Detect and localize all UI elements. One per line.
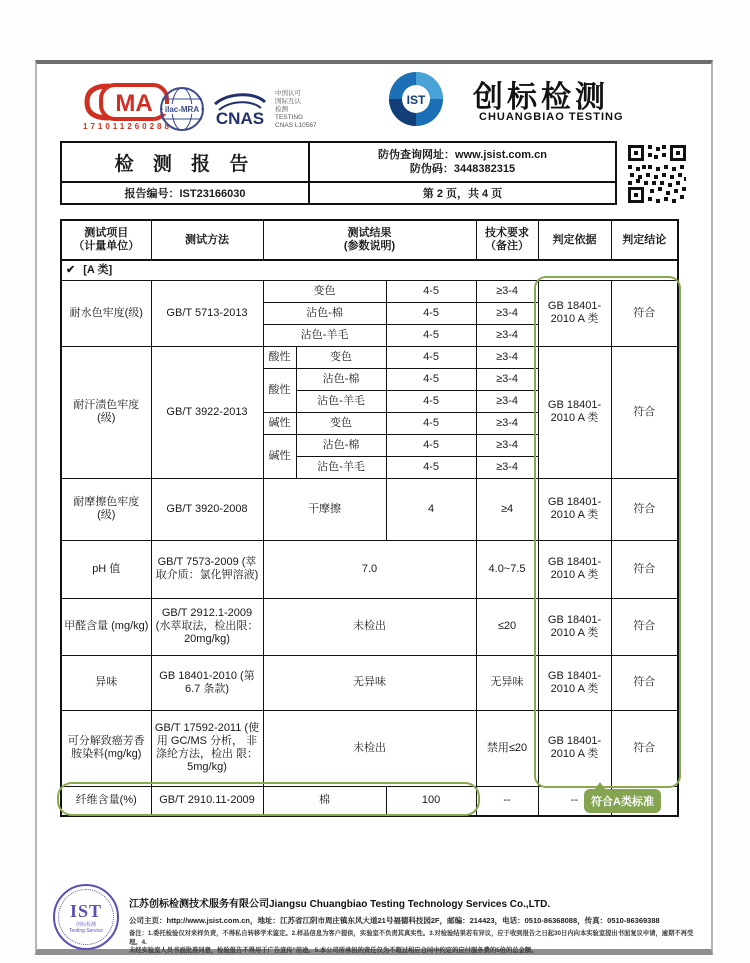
result-value: 4-5: [386, 280, 476, 302]
report-title: 检 测 报 告: [61, 142, 309, 182]
result-label: 沾色-棉: [263, 302, 386, 324]
report-header-table: [60, 141, 617, 205]
result-label: 沾色-羊毛: [296, 456, 386, 478]
ist-stamp-icon: [53, 884, 119, 950]
results-table-wrap: [60, 219, 681, 817]
cnas-accreditation-text: 中国认可 国际互认 检测 TESTING CNAS L10567: [275, 90, 317, 129]
basis: GB 18401-2010 A 类: [538, 710, 611, 786]
requirement: ≥3-4: [476, 412, 538, 434]
verdict: 符合: [611, 280, 678, 346]
stamp-sub-cn: 创标检测: [75, 921, 96, 928]
test-method: GB/T 3922-2013: [151, 346, 263, 478]
test-method: GB/T 2910.11-2009: [151, 786, 263, 816]
result-label: 棉: [263, 786, 386, 816]
requirement: ≥3-4: [476, 456, 538, 478]
requirement: ≤20: [476, 598, 538, 655]
item-name: 纤维含量(%): [61, 786, 151, 816]
check-icon: ✔: [66, 263, 76, 276]
verdict: 符合: [611, 598, 678, 655]
company-contact-info: 公司主页：http://www.jsist.com.cn，地址：江苏省江阴市周庄镇东风大道21号福德科技园2F，邮编：214423，电话：0510-86368088，传真：0510-86369388: [129, 916, 660, 925]
result-label: 变色: [263, 280, 386, 302]
requirement: ≥3-4: [476, 390, 538, 412]
ilac-mra-logo-icon: [159, 86, 205, 132]
result-value: 无异味: [263, 655, 476, 710]
condition-prefix: 碱性: [263, 434, 296, 478]
result-label: 干摩擦: [263, 478, 386, 540]
cma-number: 171011260288: [83, 122, 172, 131]
col-header-basis: 判定依据: [538, 220, 611, 260]
qr-code: [626, 143, 688, 205]
result-label: 变色: [296, 346, 386, 368]
result-value: 4: [386, 478, 476, 540]
company-name: 江苏创标检测技术服务有限公司Jiangsu Chuangbiao Testing Technology Services Co.,LTD.: [129, 899, 551, 910]
svg-text:ilac-MRA: ilac-MRA: [164, 105, 200, 114]
result-label: 沾色-羊毛: [296, 390, 386, 412]
result-value: 4-5: [386, 390, 476, 412]
result-value: 4-5: [386, 346, 476, 368]
result-value: 7.0: [263, 540, 476, 598]
cnas-logo-icon: [211, 90, 269, 130]
col-header-requirement: 技术要求 （备注）: [476, 220, 538, 260]
anti-fake-code: 防伪码：3448382315: [409, 163, 516, 175]
basis: GB 18401-2010 A 类: [538, 478, 611, 540]
a-class-callout-badge: 符合A类标准: [584, 789, 661, 813]
table-row: [61, 710, 678, 786]
basis: GB 18401-2010 A 类: [538, 655, 611, 710]
item-name: pH 值: [61, 540, 151, 598]
result-value: 4-5: [386, 368, 476, 390]
result-label: 沾色-羊毛: [263, 324, 386, 346]
item-name: 异味: [61, 655, 151, 710]
requirement: ≥3-4: [476, 434, 538, 456]
verdict: 符合: [611, 540, 678, 598]
result-value: 4-5: [386, 412, 476, 434]
report-page: [35, 60, 713, 955]
stamp-text: IST: [69, 900, 103, 921]
col-header-result: 测试结果 (参数说明): [263, 220, 476, 260]
verdict: 符合: [611, 346, 678, 478]
result-label: 变色: [296, 412, 386, 434]
ist-logo-icon: [387, 70, 445, 128]
test-method: GB/T 2912.1-2009 (水萃取法，检出限： 20mg/kg): [151, 598, 263, 655]
requirement: 无异味: [476, 655, 538, 710]
item-name: 耐摩擦色牢度 (级): [61, 478, 151, 540]
section-a-label: ✔ [A 类]: [61, 260, 678, 280]
basis: GB 18401-2010 A 类: [538, 346, 611, 478]
test-method: GB/T 7573-2009 (萃取介质：氯化钾溶液): [151, 540, 263, 598]
table-row: [61, 540, 678, 598]
result-value: 未检出: [263, 710, 476, 786]
test-method: GB/T 17592-2011 (使用 GC/MS 分析， 非涤纶方法，检出 限：5mg/kg): [151, 710, 263, 786]
disclaimer-note: [129, 930, 695, 956]
brand-name-cn: 创标检测: [473, 81, 609, 114]
svg-text:IST: IST: [406, 93, 426, 107]
table-row: [61, 598, 678, 655]
basis: GB 18401-2010 A 类: [538, 280, 611, 346]
test-method: GB 18401-2010 (第 6.7 条款): [151, 655, 263, 710]
page-info: 第 2 页，共 4 页: [309, 182, 616, 204]
results-table: [60, 219, 679, 817]
requirement: --: [476, 786, 538, 816]
result-label: 沾色-棉: [296, 368, 386, 390]
basis: GB 18401-2010 A 类: [538, 598, 611, 655]
requirement: ≥3-4: [476, 280, 538, 302]
anti-counterfeit-info: [309, 142, 616, 182]
item-name: 甲醛含量 (mg/kg): [61, 598, 151, 655]
item-name: 耐汗渍色牢度 (级): [61, 346, 151, 478]
test-method: GB/T 5713-2013: [151, 280, 263, 346]
svg-text:CNAS: CNAS: [215, 109, 265, 128]
requirement: ≥4: [476, 478, 538, 540]
result-label: 沾色-棉: [296, 434, 386, 456]
report-number-value: IST23166030: [179, 188, 246, 200]
brand-name-en: CHUANGBIAO TESTING: [479, 111, 624, 123]
result-value: 4-5: [386, 302, 476, 324]
verdict: 符合: [611, 655, 678, 710]
test-method: GB/T 3920-2008: [151, 478, 263, 540]
result-value: 4-5: [386, 324, 476, 346]
section-row: [61, 260, 678, 280]
report-number-label: 报告编号：: [124, 188, 180, 200]
result-value: 100: [386, 786, 476, 816]
stamp-sub-en: Testing Service: [69, 927, 103, 934]
disclaimer-line-2: 未经实验室人员书面批准同意，检验报告不得用于广告宣传"用途。5.本公司所承担的责任仅为不超过相应合同中约定的应付服务费的5倍的总金额。: [129, 947, 538, 954]
requirement: 禁用≤20: [476, 710, 538, 786]
table-header-row: [61, 220, 678, 260]
result-value: 未检出: [263, 598, 476, 655]
footer-text-block: [129, 895, 695, 956]
table-row: [61, 655, 678, 710]
result-value: 4-5: [386, 456, 476, 478]
requirement: ≥3-4: [476, 368, 538, 390]
col-header-method: 测试方法: [151, 220, 263, 260]
condition-prefix: 碱性: [263, 412, 296, 434]
item-name: 可分解致癌芳香 胺染料(mg/kg): [61, 710, 151, 786]
table-row: [61, 478, 678, 540]
condition-prefix: 酸性: [263, 368, 296, 412]
verdict: 符合: [611, 710, 678, 786]
requirement: ≥3-4: [476, 302, 538, 324]
table-row: [61, 280, 678, 302]
col-header-item: 测试项目 （计量单位）: [61, 220, 151, 260]
requirement: 4.0~7.5: [476, 540, 538, 598]
result-value: 4-5: [386, 434, 476, 456]
svg-text:MA: MA: [115, 90, 153, 117]
requirement: ≥3-4: [476, 324, 538, 346]
cma-logo-icon: [79, 80, 171, 124]
verdict: 符合: [611, 478, 678, 540]
report-number: [61, 182, 309, 204]
anti-fake-url: 防伪查询网址：www.jsist.com.cn: [378, 149, 547, 161]
table-row: [61, 346, 678, 368]
item-name: 耐水色牢度(级): [61, 280, 151, 346]
condition-prefix: 酸性: [263, 346, 296, 368]
requirement: ≥3-4: [476, 346, 538, 368]
basis: GB 18401-2010 A 类: [538, 540, 611, 598]
col-header-verdict: 判定结论: [611, 220, 678, 260]
basis: --: [538, 786, 611, 816]
disclaimer-line-1: 备注：1.委托检验仅对来样负责，不得私自转移学术鉴定。2.样品信息为客户提供，实验室不负责其真实性。3.对检验结果若有异议，应于收到报告之日起30日内向本实验室提出书面复议申请，逾期不再受理。4.: [129, 930, 694, 946]
